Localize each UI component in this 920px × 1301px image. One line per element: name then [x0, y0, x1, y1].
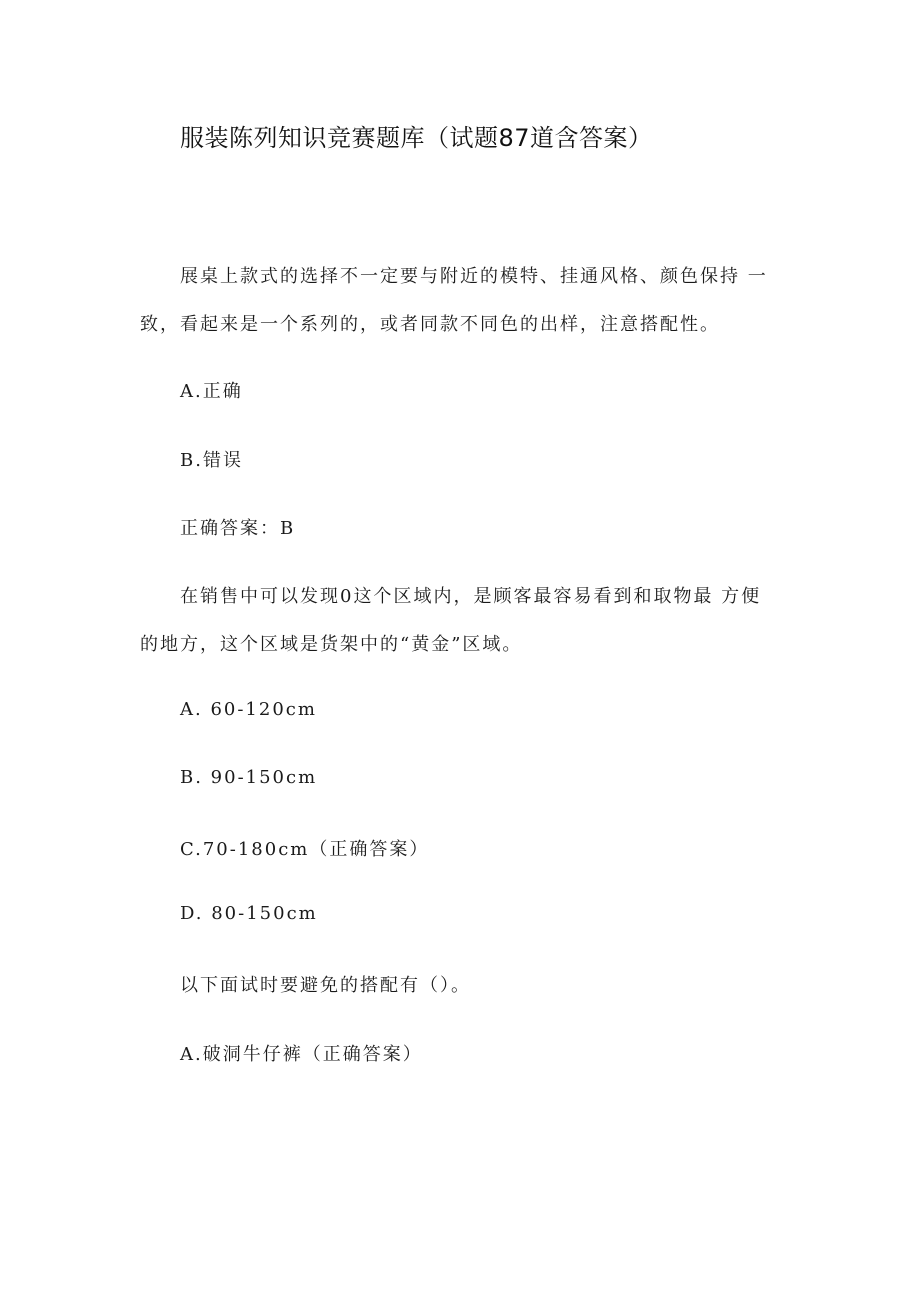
question-3-option-a: A.破洞牛仔裤（正确答案） — [180, 1044, 423, 1065]
question-2-option-b: B. 90-150cm — [180, 767, 318, 788]
question-3-stem: 以下面试时要避免的搭配有（）。 — [180, 975, 471, 996]
document-title: 服装陈列知识竞赛题库（试题87道含答案） — [180, 124, 653, 152]
question-2-option-c: C.70-180cm（正确答案） — [180, 839, 430, 860]
question-1-option-a: A.正确 — [180, 381, 243, 402]
question-2-option-d: D. 80-150cm — [180, 903, 318, 924]
question-1-option-b: B.错误 — [180, 450, 243, 471]
question-1-stem-line-1: 展桌上款式的选择不一定要与附近的模特、挂通风格、颜色保持 一 — [180, 266, 768, 287]
question-2-stem-line-1: 在销售中可以发现0这个区域内，是顾客最容易看到和取物最 方便 — [180, 586, 762, 607]
question-1-stem-line-2: 致，看起来是一个系列的，或者同款不同色的出样，注意搭配性。 — [140, 314, 720, 335]
question-2-option-a: A. 60-120cm — [180, 699, 317, 720]
question-1-answer: 正确答案：B — [180, 518, 296, 539]
question-2-stem-line-2: 的地方，这个区域是货架中的“黄金”区域。 — [140, 634, 523, 655]
